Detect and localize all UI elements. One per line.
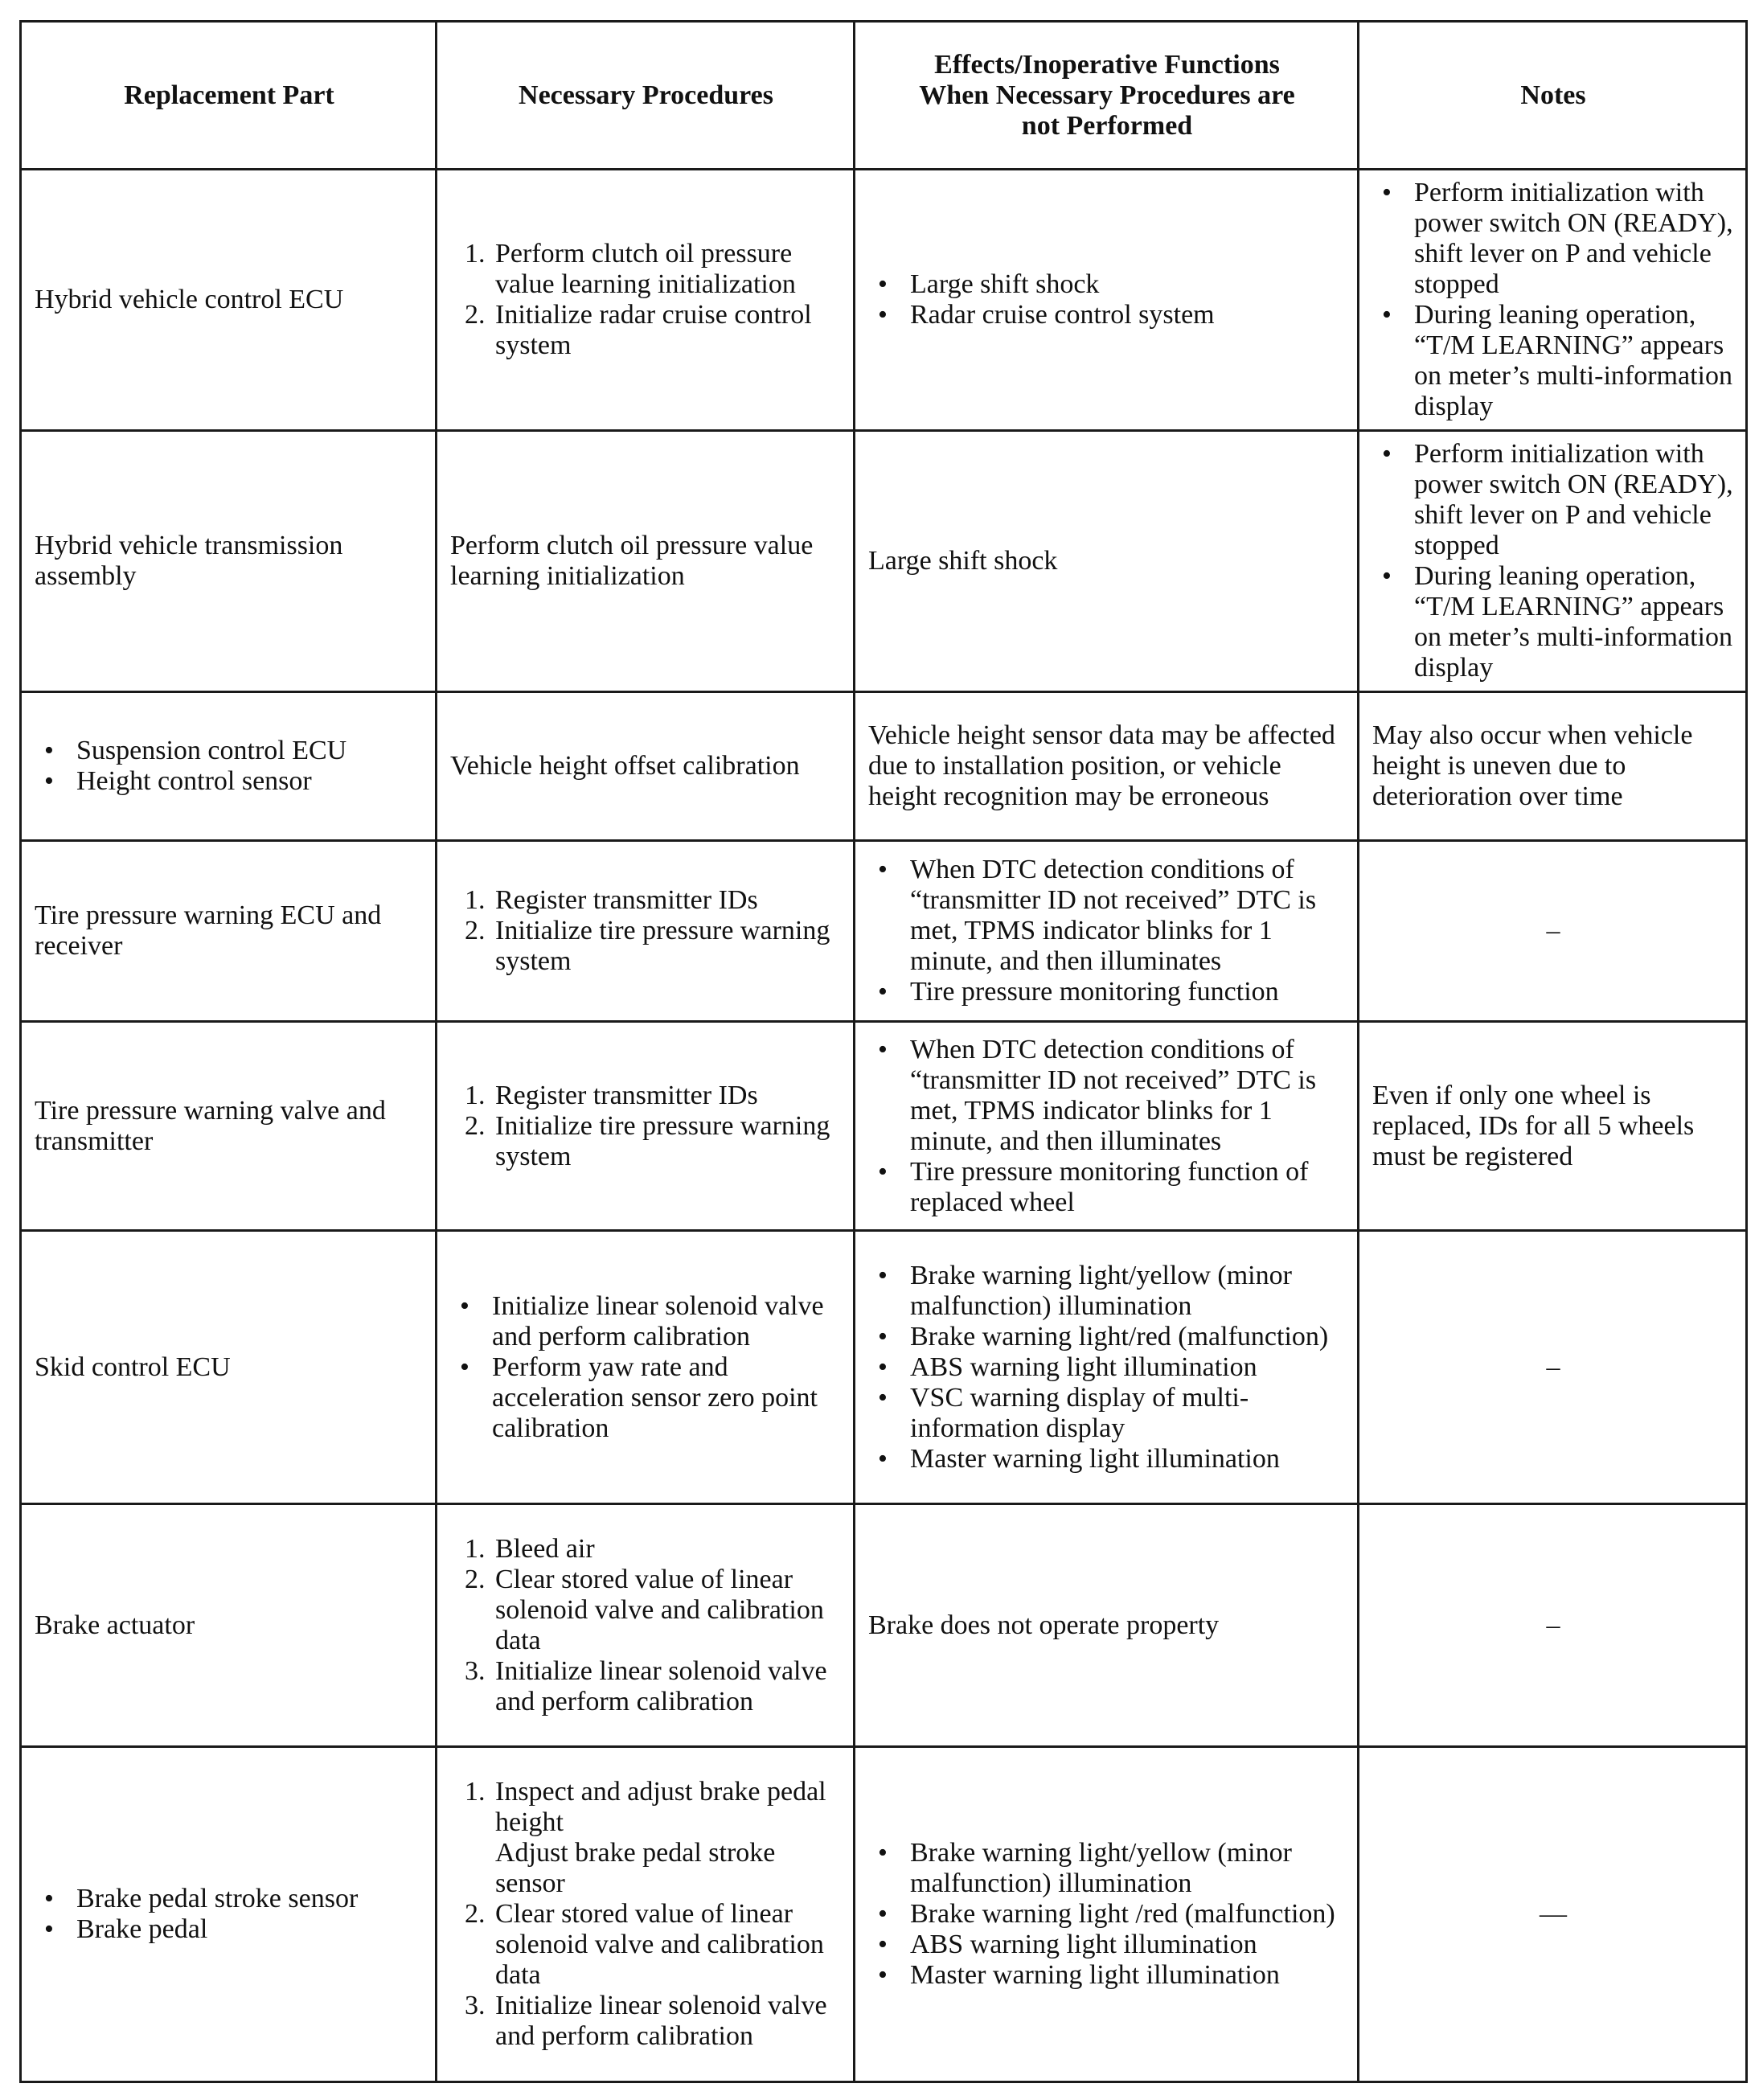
procedure-item: 2. Initialize tire pressure warning system xyxy=(492,916,842,977)
procedure-item: 2. Clear stored value of linear solenoid valve and calibration data xyxy=(492,1565,842,1656)
table-row xyxy=(21,431,1747,692)
effect-item: • When DTC detection conditions of “transmitter ID not received” DTC is met, TPMS indicator blinks for 1 minute, and then illuminates xyxy=(910,1035,1346,1157)
cell-notes xyxy=(1359,170,1747,431)
effects-list xyxy=(868,1838,1346,1991)
note-item: • Perform initialization with power switch ON (READY), shift lever on P and vehicle stopped xyxy=(1414,178,1734,300)
cell-procedures xyxy=(437,841,855,1022)
cell-replacement-part: Hybrid vehicle transmission assembly xyxy=(21,431,437,692)
cell-procedures xyxy=(437,1022,855,1231)
cell-procedures: Perform clutch oil pressure value learning initialization xyxy=(437,431,855,692)
cell-notes: – xyxy=(1359,1504,1747,1747)
cell-effects xyxy=(855,170,1359,431)
cell-replacement-part: Tire pressure warning ECU and receiver xyxy=(21,841,437,1022)
header-notes: Notes xyxy=(1359,22,1747,170)
cell-replacement-part: Hybrid vehicle control ECU xyxy=(21,170,437,431)
effects-list xyxy=(868,1035,1346,1218)
part-item: • Suspension control ECU xyxy=(76,736,424,766)
cell-replacement-part: Skid control ECU xyxy=(21,1231,437,1504)
cell-procedures xyxy=(437,1747,855,2082)
cell-procedures: Vehicle height offset calibration xyxy=(437,692,855,841)
procedures-list xyxy=(450,1777,842,2052)
procedure-item: 1. Inspect and adjust brake pedal height Adjust brake pedal stroke sensor xyxy=(492,1777,842,1899)
cell-effects xyxy=(855,1022,1359,1231)
procedures-list xyxy=(450,1291,842,1444)
notes-list xyxy=(1372,439,1734,683)
effect-item: • VSC warning display of multi-information display xyxy=(910,1383,1346,1444)
effect-item: • Tire pressure monitoring function xyxy=(910,977,1346,1007)
cell-procedures xyxy=(437,170,855,431)
table-row xyxy=(21,841,1747,1022)
procedures-list xyxy=(450,885,842,977)
effect-item: • When DTC detection conditions of “transmitter ID not received” DTC is met, TPMS indicator blinks for 1 minute, and then illuminates xyxy=(910,855,1346,977)
effect-item: • ABS warning light illumination xyxy=(910,1352,1346,1383)
procedure-item: 1. Register transmitter IDs xyxy=(492,1081,842,1111)
procedure-item: • Initialize linear solenoid valve and perform calibration xyxy=(492,1291,842,1352)
procedure-item: 2. Clear stored value of linear solenoid valve and calibration data xyxy=(492,1899,842,1991)
procedure-item: 1. Perform clutch oil pressure value learning initialization xyxy=(492,239,842,300)
cell-effects: Vehicle height sensor data may be affected due to installation position, or vehicle height recognition may be erroneous xyxy=(855,692,1359,841)
procedure-item: 2. Initialize radar cruise control system xyxy=(492,300,842,361)
procedure-item: 3. Initialize linear solenoid valve and perform calibration xyxy=(492,1991,842,2052)
effect-item: • Tire pressure monitoring function of replaced wheel xyxy=(910,1157,1346,1218)
procedure-item: • Perform yaw rate and acceleration sensor zero point calibration xyxy=(492,1352,842,1444)
procedures-list xyxy=(450,1081,842,1172)
table-row xyxy=(21,170,1747,431)
parts-list xyxy=(35,1884,424,1945)
table-row xyxy=(21,1747,1747,2082)
effect-item: • Brake warning light/yellow (minor malfunction) illumination xyxy=(910,1261,1346,1322)
effects-list xyxy=(868,1261,1346,1475)
cell-replacement-part: Brake actuator xyxy=(21,1504,437,1747)
effect-item: • Radar cruise control system xyxy=(910,300,1346,330)
cell-notes: – xyxy=(1359,841,1747,1022)
parts-list xyxy=(35,736,424,797)
effect-item: • Master warning light illumination xyxy=(910,1960,1346,1991)
effects-list xyxy=(868,855,1346,1007)
procedures-list xyxy=(450,1534,842,1717)
effect-item: • Master warning light illumination xyxy=(910,1444,1346,1475)
part-item: • Brake pedal stroke sensor xyxy=(76,1884,424,1914)
header-replacement-part: Replacement Part xyxy=(21,22,437,170)
cell-effects xyxy=(855,1231,1359,1504)
cell-procedures xyxy=(437,1504,855,1747)
table-row xyxy=(21,1231,1747,1504)
procedures-table xyxy=(19,20,1748,2083)
cell-effects xyxy=(855,841,1359,1022)
header-row xyxy=(21,22,1747,170)
table-row xyxy=(21,692,1747,841)
effects-list xyxy=(868,269,1346,330)
cell-notes: – xyxy=(1359,1231,1747,1504)
cell-notes: — xyxy=(1359,1747,1747,2082)
cell-effects xyxy=(855,1747,1359,2082)
header-effects: Effects/Inoperative Functions When Necessary Procedures are not Performed xyxy=(855,22,1359,170)
part-item: • Brake pedal xyxy=(76,1914,424,1945)
procedure-item: 1. Register transmitter IDs xyxy=(492,885,842,916)
cell-replacement-part xyxy=(21,692,437,841)
cell-effects: Brake does not operate property xyxy=(855,1504,1359,1747)
note-item: • During leaning operation, “T/M LEARNING” appears on meter’s multi-information display xyxy=(1414,300,1734,422)
procedures-list xyxy=(450,239,842,361)
procedure-item: 1. Bleed air xyxy=(492,1534,842,1565)
notes-list xyxy=(1372,178,1734,422)
part-item: • Height control sensor xyxy=(76,766,424,797)
effect-item: • Brake warning light /red (malfunction) xyxy=(910,1899,1346,1930)
cell-replacement-part xyxy=(21,1747,437,2082)
effect-item: • Brake warning light/red (malfunction) xyxy=(910,1322,1346,1352)
cell-notes: May also occur when vehicle height is uneven due to deterioration over time xyxy=(1359,692,1747,841)
cell-effects: Large shift shock xyxy=(855,431,1359,692)
cell-procedures xyxy=(437,1231,855,1504)
effect-item: • Large shift shock xyxy=(910,269,1346,300)
cell-notes xyxy=(1359,431,1747,692)
table-row xyxy=(21,1022,1747,1231)
note-item: • Perform initialization with power switch ON (READY), shift lever on P and vehicle stopped xyxy=(1414,439,1734,561)
procedure-item: 2. Initialize tire pressure warning system xyxy=(492,1111,842,1172)
table-row xyxy=(21,1504,1747,1747)
effect-item: • Brake warning light/yellow (minor malfunction) illumination xyxy=(910,1838,1346,1899)
cell-replacement-part: Tire pressure warning valve and transmitter xyxy=(21,1022,437,1231)
cell-notes: Even if only one wheel is replaced, IDs for all 5 wheels must be registered xyxy=(1359,1022,1747,1231)
procedure-item: 3. Initialize linear solenoid valve and perform calibration xyxy=(492,1656,842,1717)
note-item: • During leaning operation, “T/M LEARNING” appears on meter’s multi-information display xyxy=(1414,561,1734,683)
header-necessary-procedures: Necessary Procedures xyxy=(437,22,855,170)
effect-item: • ABS warning light illumination xyxy=(910,1930,1346,1960)
